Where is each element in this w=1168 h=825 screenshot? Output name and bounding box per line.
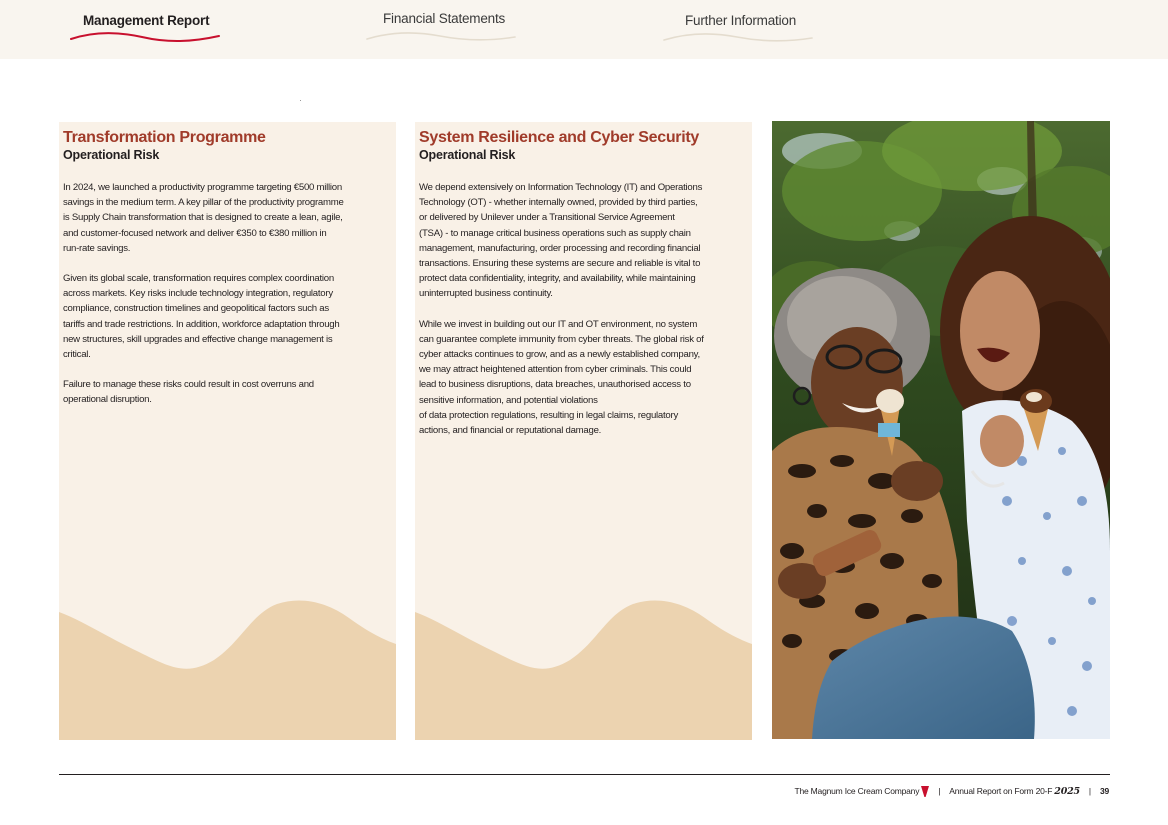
text-line: (TSA) - to manage critical business operations such as supply chain xyxy=(419,227,691,239)
text-line: across markets. Key risks include technology integration, regulatory xyxy=(63,288,333,300)
paragraph xyxy=(63,180,391,256)
tab-financial-statements[interactable] xyxy=(366,0,518,59)
text-line: We depend extensively on Information Technology (IT) and Operations xyxy=(419,182,703,193)
tab-further-information[interactable] xyxy=(663,0,815,59)
tab-label: Further Information xyxy=(685,13,796,28)
text-line: Technology (OT) - whether internally owned, provided by third parties, xyxy=(419,197,698,209)
paragraph xyxy=(419,317,747,439)
text-line: cyber attacks continues to grow, and as a newly established company, xyxy=(419,349,700,361)
text-line: transactions. Ensuring these systems are secure and reliable is vital to xyxy=(419,258,701,270)
text-line: of data protection regulations, resulting in legal claims, regulatory xyxy=(419,409,678,421)
text-line: sensitive information, and potential violations xyxy=(419,394,598,406)
footer-report: Annual Report on Form 20-F xyxy=(949,786,1053,796)
text-line: management, manufacturing, order processing and recording financial xyxy=(419,242,701,254)
footer-separator: | xyxy=(1088,786,1091,796)
decorative-wave xyxy=(59,600,396,740)
footer-year: 2025 xyxy=(1054,785,1080,797)
tab-label: Management Report xyxy=(83,13,210,28)
text-line: protect data confidentiality, integrity, and availability, while maintaining xyxy=(419,273,696,285)
text-line: can guarantee complete immunity from cyber threats. The global risk of xyxy=(419,333,704,345)
risk-card-transformation xyxy=(59,122,396,740)
text-line: Failure to manage these risks could result in cost overruns and xyxy=(63,379,314,391)
photo-two-women-eating-ice-cream xyxy=(772,121,1110,739)
paragraph xyxy=(63,271,391,362)
text-line: is Supply Chain transformation that is designed to create a lean, agile, xyxy=(63,212,343,224)
paragraph xyxy=(419,180,747,302)
card-body xyxy=(63,180,391,423)
page-footer xyxy=(794,785,1109,797)
card-subtitle: Operational Risk xyxy=(63,148,160,162)
text-line: lead to business disruptions, data breaches, unauthorised access to xyxy=(419,379,691,391)
footer-company: The Magnum Ice Cream Company xyxy=(794,786,920,796)
text-line: Given its global scale, transformation requires complex coordination xyxy=(63,273,334,285)
decorative-wave xyxy=(415,600,752,740)
brand-cone-icon xyxy=(921,785,929,797)
text-line: new structures, skill upgrades and effective change management is xyxy=(63,333,333,345)
text-line: While we invest in building out our IT and OT environment, no system xyxy=(419,318,698,330)
paragraph xyxy=(63,377,391,407)
card-body xyxy=(419,180,747,453)
text-line: critical. xyxy=(63,349,91,361)
risk-card-cyber-security xyxy=(415,122,752,740)
tab-wave-underline xyxy=(663,30,815,44)
text-line: tariffs and trade restrictions. In addition, workforce adaptation through xyxy=(63,318,340,330)
tab-management-report[interactable] xyxy=(70,0,222,59)
text-line: savings in the medium term. A key pillar of the productivity programme xyxy=(63,197,344,209)
page-number: 39 xyxy=(1099,786,1109,796)
top-navigation xyxy=(0,0,1168,59)
text-line: we may attract heightened attention from cyber criminals. This could xyxy=(419,364,692,376)
stray-dot xyxy=(300,100,301,101)
text-line: In 2024, we launched a productivity programme targeting €500 million xyxy=(63,182,342,193)
text-line: actions, and financial or reputational damage. xyxy=(419,425,602,437)
card-title: System Resilience and Cyber Security xyxy=(419,129,699,146)
card-title: Transformation Programme xyxy=(63,129,266,146)
text-line: and customer-focused network and deliver €350 to €380 million in xyxy=(63,227,327,239)
text-line: operational disruption. xyxy=(63,394,152,406)
footer-divider xyxy=(59,774,1110,775)
text-line: uninterrupted business continuity. xyxy=(419,288,553,300)
tab-wave-underline xyxy=(366,29,518,43)
card-subtitle: Operational Risk xyxy=(419,148,516,162)
active-tab-wave-underline xyxy=(70,30,222,44)
tab-label: Financial Statements xyxy=(383,11,506,26)
text-line: compliance, construction timelines and geopolitical factors such as xyxy=(63,303,329,315)
text-line: run-rate savings. xyxy=(63,242,131,254)
text-line: or delivered by Unilever under a Transitional Service Agreement xyxy=(419,212,675,224)
footer-separator: | xyxy=(938,786,941,796)
